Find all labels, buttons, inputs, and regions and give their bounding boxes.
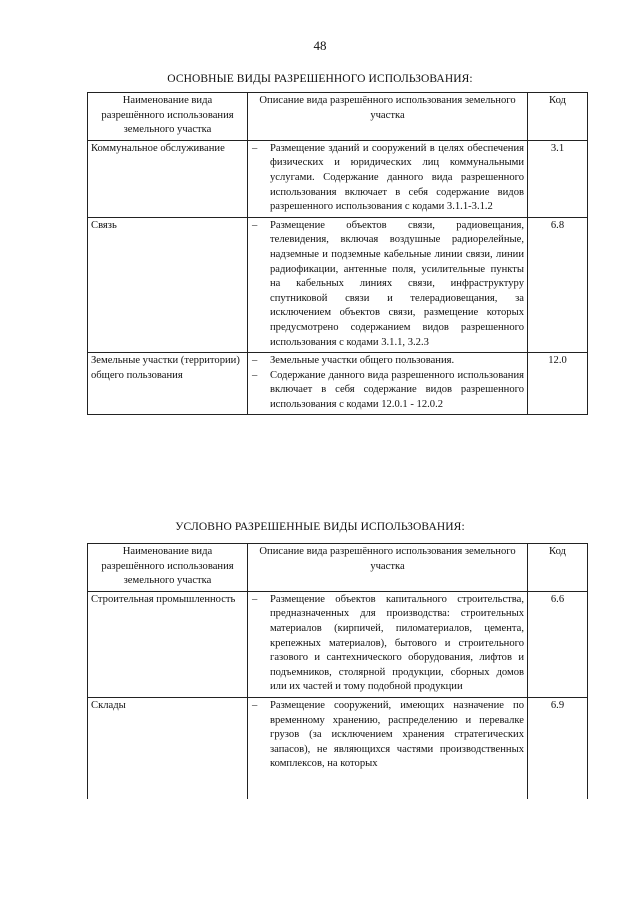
list-item: – Размещение объектов связи, радиовещания, телевидения, включая воздушные радиорелейные, надземные и подземные кабельные линии связи, линии радиофикации, антенные поля, усилительные пункты на кабельных линиях связи, инфраструктуру спутниковой связи и телерадиовещания, за исключением объектов связи, размещение которых предусмотрено содержанием видов разрешенного использования с кодами 3.1.1, 3.2.3: [251, 219, 524, 350]
bullet-dash: –: [252, 699, 258, 711]
use-name: Строительная промышленность: [88, 591, 248, 697]
table-header-row: [88, 544, 588, 592]
use-code: 6.9: [528, 697, 588, 799]
bullet-dash: –: [252, 142, 258, 154]
use-code: 12.0: [528, 353, 588, 415]
table-row: [88, 353, 588, 415]
use-description: [248, 697, 528, 799]
bullet-dash: –: [252, 369, 258, 381]
use-description: [248, 353, 528, 415]
header-name: Наименование вида разрешённого использования земельного участка: [88, 93, 248, 141]
list-item: – Размещение зданий и сооружений в целях обеспечения физических и юридических лиц коммунальными услугами. Содержание данного вида разрешенного использования включает в себя содержание видов разрешенного использования с кодами 3.1.1-3.1.2: [251, 142, 524, 215]
header-code: Код: [528, 93, 588, 141]
header-description: Описание вида разрешённого использования земельного участка: [248, 544, 528, 592]
use-name: Склады: [88, 697, 248, 799]
table-row: [88, 591, 588, 697]
conditional-uses-table: [87, 543, 588, 799]
bullet-dash: –: [252, 355, 258, 367]
table-row: [88, 140, 588, 217]
section-title-conditional-uses: УСЛОВНО РАЗРЕШЕННЫЕ ВИДЫ ИСПОЛЬЗОВАНИЯ:: [175, 521, 465, 533]
header-code: Код: [528, 544, 588, 592]
bullet-dash: –: [252, 593, 258, 605]
use-code: 3.1: [528, 140, 588, 217]
use-code: 6.8: [528, 217, 588, 352]
use-description: [248, 140, 528, 217]
page-number: 48: [313, 38, 327, 53]
section-title-main-uses: ОСНОВНЫЕ ВИДЫ РАЗРЕШЕННОГО ИСПОЛЬЗОВАНИЯ:: [167, 73, 473, 85]
list-item: – Земельные участки общего пользования.: [251, 354, 524, 369]
bullet-dash: –: [252, 219, 258, 231]
use-name: Земельные участки (территории) общего пользования: [88, 353, 248, 415]
header-name: Наименование вида разрешённого использования земельного участка: [88, 544, 248, 592]
list-item: – Размещение сооружений, имеющих назначение по временному хранению, распределению и перевалке грузов (за исключением хранения стратегических запасов), не являющихся частями производственных комплексов, на которых: [251, 699, 524, 772]
use-name: Коммунальное обслуживание: [88, 140, 248, 217]
table-header-row: [88, 93, 588, 141]
use-description: [248, 591, 528, 697]
list-item: – Размещение объектов капитального строительства, предназначенных для производства: строительных материалов (кирпичей, пиломатериалов, цемента, крепежных материалов), бытового и строительного газового и сантехнического оборудования, лифтов и подъемников, столярной продукции, сборных домов или их частей и тому подобной продукции: [251, 593, 524, 695]
main-uses-table: [87, 92, 588, 415]
table-row: [88, 697, 588, 799]
table-row: [88, 217, 588, 352]
header-description: Описание вида разрешённого использования земельного участка: [248, 93, 528, 141]
list-item: – Содержание данного вида разрешенного использования включает в себя содержание видов разрешенного использования с кодами 12.0.1 - 12.0.2: [251, 369, 524, 413]
use-name: Связь: [88, 217, 248, 352]
use-description: [248, 217, 528, 352]
use-code: 6.6: [528, 591, 588, 697]
